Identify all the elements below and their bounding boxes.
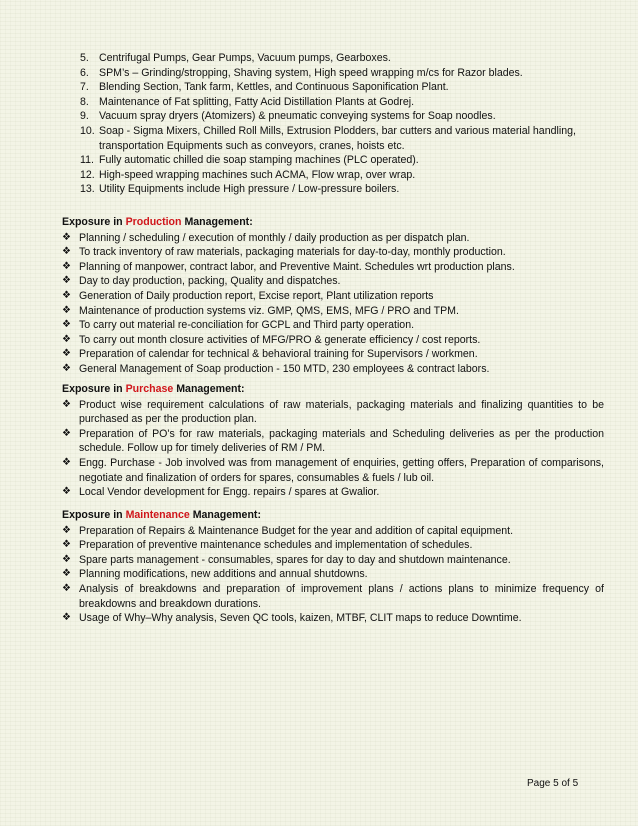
list-item — [62, 582, 604, 611]
diamond-bullet-icon: ❖ — [62, 275, 71, 287]
diamond-bullet-icon: ❖ — [62, 348, 71, 360]
page-number: Page 5 of 5 — [527, 778, 579, 789]
list-item — [62, 362, 604, 377]
diamond-bullet-icon: ❖ — [62, 539, 71, 551]
list-item-text: Centrifugal Pumps, Gear Pumps, Vacuum pumps, Gearboxes. — [99, 52, 391, 64]
diamond-bullet-icon: ❖ — [62, 524, 71, 536]
list-item — [62, 347, 604, 362]
list-item-number: 5. — [80, 52, 89, 64]
purchase-heading-highlight: Purchase — [125, 383, 174, 395]
diamond-bullet-icon: ❖ — [62, 486, 71, 498]
maintenance-heading: Exposure in Maintenance Management: — [62, 509, 261, 521]
list-item-text: General Management of Soap production - 150 MTD, 230 employees & contract labors. — [79, 362, 490, 375]
numbered-list-item — [80, 124, 600, 153]
purchase-list — [62, 398, 604, 500]
list-item-text: Soap - Sigma Mixers, Chilled Roll Mills, Extrusion Plodders, bar cutters and various material handling, transportation Equipments such as conveyors, cranes, hoists etc. — [99, 124, 576, 152]
purchase-section — [62, 382, 604, 500]
production-list — [62, 231, 604, 377]
list-item — [62, 260, 604, 275]
equipment-numbered-list — [80, 51, 600, 197]
list-item-text: To track inventory of raw materials, packaging materials for day-to-day, monthly production. — [79, 246, 506, 259]
list-item-text: Blending Section, Tank farm, Kettles, and Continuous Saponification Plant. — [99, 81, 449, 94]
list-item — [62, 538, 604, 553]
list-item — [62, 427, 604, 456]
list-item-text: Preparation of Repairs & Maintenance Budget for the year and addition of capital equipment. — [79, 524, 514, 537]
purchase-heading: Exposure in Purchase Management: — [62, 383, 245, 395]
diamond-bullet-icon: ❖ — [62, 427, 71, 439]
list-item-text: Product wise requirement calculations of raw materials, packaging materials and finalizing quantities to be purchased as per the production plan. — [79, 398, 604, 426]
list-item — [62, 333, 604, 348]
diamond-bullet-icon: ❖ — [62, 398, 71, 410]
list-item-number: 9. — [80, 110, 89, 123]
diamond-bullet-icon: ❖ — [62, 260, 71, 272]
diamond-bullet-icon: ❖ — [62, 456, 71, 468]
list-item — [62, 456, 604, 485]
numbered-list-item — [80, 182, 600, 197]
list-item-text: High-speed wrapping machines such ACMA, Flow wrap, over wrap. — [99, 168, 416, 181]
list-item — [62, 485, 604, 500]
list-item — [62, 231, 604, 246]
diamond-bullet-icon: ❖ — [62, 289, 71, 301]
diamond-bullet-icon: ❖ — [62, 582, 71, 594]
list-item-text: Utility Equipments include High pressure / Low-pressure boilers. — [99, 183, 400, 196]
list-item-number: 12. — [80, 168, 95, 181]
list-item — [62, 318, 604, 333]
list-item — [62, 398, 604, 427]
diamond-bullet-icon: ❖ — [62, 231, 71, 243]
list-item-number: 13. — [80, 183, 95, 196]
diamond-bullet-icon: ❖ — [62, 319, 71, 331]
numbered-list-item — [80, 109, 600, 124]
list-item-text: Planning of manpower, contract labor, and Preventive Maint. Schedules wrt production plans. — [79, 260, 515, 273]
list-item — [62, 245, 604, 260]
list-item-text: SPM’s – Grinding/stropping, Shaving system, High speed wrapping m/cs for Razor blades. — [99, 66, 523, 79]
diamond-bullet-icon: ❖ — [62, 304, 71, 316]
list-item-number: 7. — [80, 81, 89, 94]
list-item — [62, 304, 604, 319]
list-item-text: Planning modifications, new additions and annual shutdowns. — [79, 568, 368, 581]
production-heading-highlight: Production — [125, 216, 182, 228]
diamond-bullet-icon: ❖ — [62, 612, 71, 624]
production-section — [62, 215, 604, 377]
numbered-list-item — [80, 66, 600, 81]
list-item-text: Local Vendor development for Engg. repairs / spares at Gwalior. — [79, 486, 380, 499]
list-item-text: Spare parts management - consumables, spares for day to day and shutdown maintenance. — [79, 553, 511, 566]
list-item-number: 10. — [80, 124, 95, 137]
list-item-text: Vacuum spray dryers (Atomizers) & pneumatic conveying systems for Soap noodles. — [99, 110, 496, 123]
maintenance-heading-highlight: Maintenance — [125, 509, 190, 521]
numbered-list-item — [80, 80, 600, 95]
diamond-bullet-icon: ❖ — [62, 362, 71, 374]
numbered-list-item — [80, 51, 600, 66]
list-item — [62, 274, 604, 289]
list-item — [62, 611, 604, 626]
list-item-text: To carry out material re-conciliation for GCPL and Third party operation. — [79, 319, 415, 332]
list-item-text: Engg. Purchase - Job involved was from management of enquiries, getting offers, Preparation of comparisons, negotiate and finalization of orders for spares, consumables & fuels / lub oil. — [79, 456, 604, 484]
numbered-list-item — [80, 153, 600, 168]
list-item — [62, 524, 604, 539]
numbered-list-item — [80, 168, 600, 183]
diamond-bullet-icon: ❖ — [62, 553, 71, 565]
list-item-text: Generation of Daily production report, Excise report, Plant utilization reports — [79, 289, 434, 302]
maintenance-section — [62, 508, 604, 626]
production-heading: Exposure in Production Management: — [62, 216, 253, 228]
list-item-text: Day to day production, packing, Quality and dispatches. — [79, 275, 341, 288]
diamond-bullet-icon: ❖ — [62, 246, 71, 258]
list-item-number: 8. — [80, 95, 89, 108]
list-item — [62, 289, 604, 304]
list-item-text: Maintenance of Fat splitting, Fatty Acid Distillation Plants at Godrej. — [99, 95, 415, 108]
list-item-text: Analysis of breakdowns and preparation of improvement plans / actions plans to minimize frequency of breakdowns and breakdown durations. — [79, 582, 604, 610]
list-item — [62, 553, 604, 568]
list-item-text: Preparation of preventive maintenance schedules and implementation of schedules. — [79, 539, 473, 552]
list-item-text: Preparation of PO's for raw materials, packaging materials and Scheduling deliveries as per the production schedule. Follow up for timely deliveries of RM / PM. — [79, 427, 604, 455]
diamond-bullet-icon: ❖ — [62, 333, 71, 345]
list-item-text: To carry out month closure activities of MFG/PRO & generate efficiency / cost reports. — [79, 333, 481, 346]
list-item — [62, 567, 604, 582]
list-item-text: Preparation of calendar for technical & behavioral training for Supervisors / workmen. — [79, 348, 478, 361]
list-item-text: Usage of Why–Why analysis, Seven QC tools, kaizen, MTBF, CLIT maps to reduce Downtime. — [79, 612, 522, 625]
list-item-text: Planning / scheduling / execution of monthly / daily production as per dispatch plan. — [79, 231, 470, 244]
list-item-number: 11. — [80, 154, 94, 167]
maintenance-list — [62, 524, 604, 626]
diamond-bullet-icon: ❖ — [62, 568, 71, 580]
list-item-number: 6. — [80, 66, 89, 79]
numbered-list-item — [80, 95, 600, 110]
list-item-text: Fully automatic chilled die soap stamping machines (PLC operated). — [99, 154, 419, 167]
list-item-text: Maintenance of production systems viz. GMP, QMS, EMS, MFG / PRO and TPM. — [79, 304, 459, 317]
